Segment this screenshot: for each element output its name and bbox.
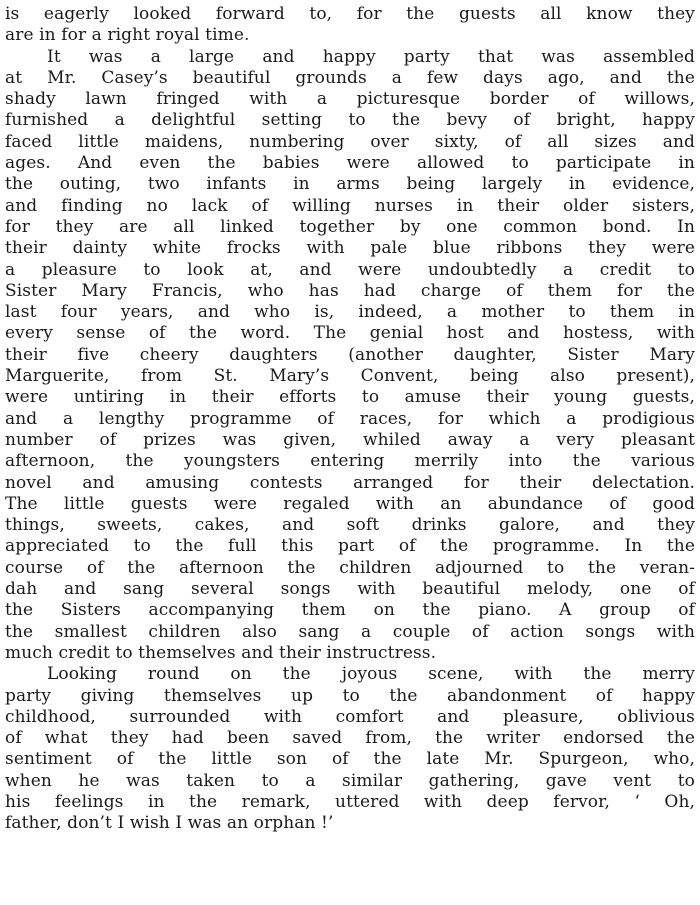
article-line: his feelings in the remark, uttered with deep fervor, ‘ Oh, — [5, 791, 695, 812]
article-line: a pleasure to look at, and were undoubtedly a credit to — [5, 259, 695, 280]
article-line: when he was taken to a similar gathering, gave vent to — [5, 770, 695, 791]
article-line: ages. And even the babies were allowed to participate in — [5, 153, 695, 174]
article-line: and a lengthy programme of races, for which a prodigious — [5, 408, 695, 429]
article-line: father, don’t I wish I was an orphan !’ — [5, 813, 334, 834]
article-line: shady lawn fringed with a picturesque border of willows, — [5, 89, 695, 110]
article-line: childhood, surrounded with comfort and pleasure, oblivious — [5, 706, 695, 727]
article-line: their five cheery daughters (another daughter, Sister Mary — [5, 344, 695, 365]
article-line: dah and sang several songs with beautiful melody, one of — [5, 579, 695, 600]
article-line: course of the afternoon the children adjourned to the veran- — [5, 557, 695, 578]
article-line: afternoon, the youngsters entering merrily into the various — [5, 451, 695, 472]
article-line: sentiment of the little son of the late Mr. Spurgeon, who, — [5, 749, 695, 770]
article-line: for they are all linked together by one common bond. In — [5, 216, 695, 237]
article-line: party giving themselves up to the abandonment of happy — [5, 685, 695, 706]
article-line: are in for a right royal time. — [5, 25, 250, 46]
article-line: Sister Mary Francis, who has had charge of them for the — [5, 280, 695, 301]
article-line: faced little maidens, numbering over sixty, of all sizes and — [5, 131, 695, 152]
article-line: the Sisters accompanying them on the piano. A group of — [5, 600, 695, 621]
article-line: of what they had been saved from, the writer endorsed the — [5, 728, 695, 749]
article-line: every sense of the word. The genial host and hostess, with — [5, 323, 695, 344]
article-line: and finding no lack of willing nurses in their older sisters, — [5, 195, 695, 216]
article-line: novel and amusing contests arranged for their delectation. — [5, 472, 695, 493]
article-line: the outing, two infants in arms being largely in evidence, — [5, 174, 695, 195]
article-line: appreciated to the full this part of the programme. In the — [5, 536, 695, 557]
article-line: furnished a delightful setting to the bevy of bright, happy — [5, 110, 695, 131]
article-column — [5, 4, 695, 835]
article-line: much credit to themselves and their instructress. — [5, 642, 437, 663]
article-line: were untiring in their efforts to amuse their young guests, — [5, 387, 695, 408]
article-line: their dainty white frocks with pale blue ribbons they were — [5, 238, 695, 259]
article-line: at Mr. Casey’s beautiful grounds a few days ago, and the — [5, 67, 695, 88]
article-line: number of prizes was given, whiled away a very pleasant — [5, 429, 695, 450]
article-line: is eagerly looked forward to, for the guests all know they — [5, 4, 695, 24]
article-line: The little guests were regaled with an abundance of good — [5, 493, 695, 514]
article-line: things, sweets, cakes, and soft drinks galore, and they — [5, 515, 695, 536]
article-line: It was a large and happy party that was assembled — [47, 46, 695, 67]
article-line: the smallest children also sang a couple of action songs with — [5, 621, 695, 642]
article-line: Looking round on the joyous scene, with the merry — [47, 664, 695, 685]
article-line: last four years, and who is, indeed, a mother to them in — [5, 302, 695, 323]
article-line: Marguerite, from St. Mary’s Convent, being also present), — [5, 366, 695, 387]
